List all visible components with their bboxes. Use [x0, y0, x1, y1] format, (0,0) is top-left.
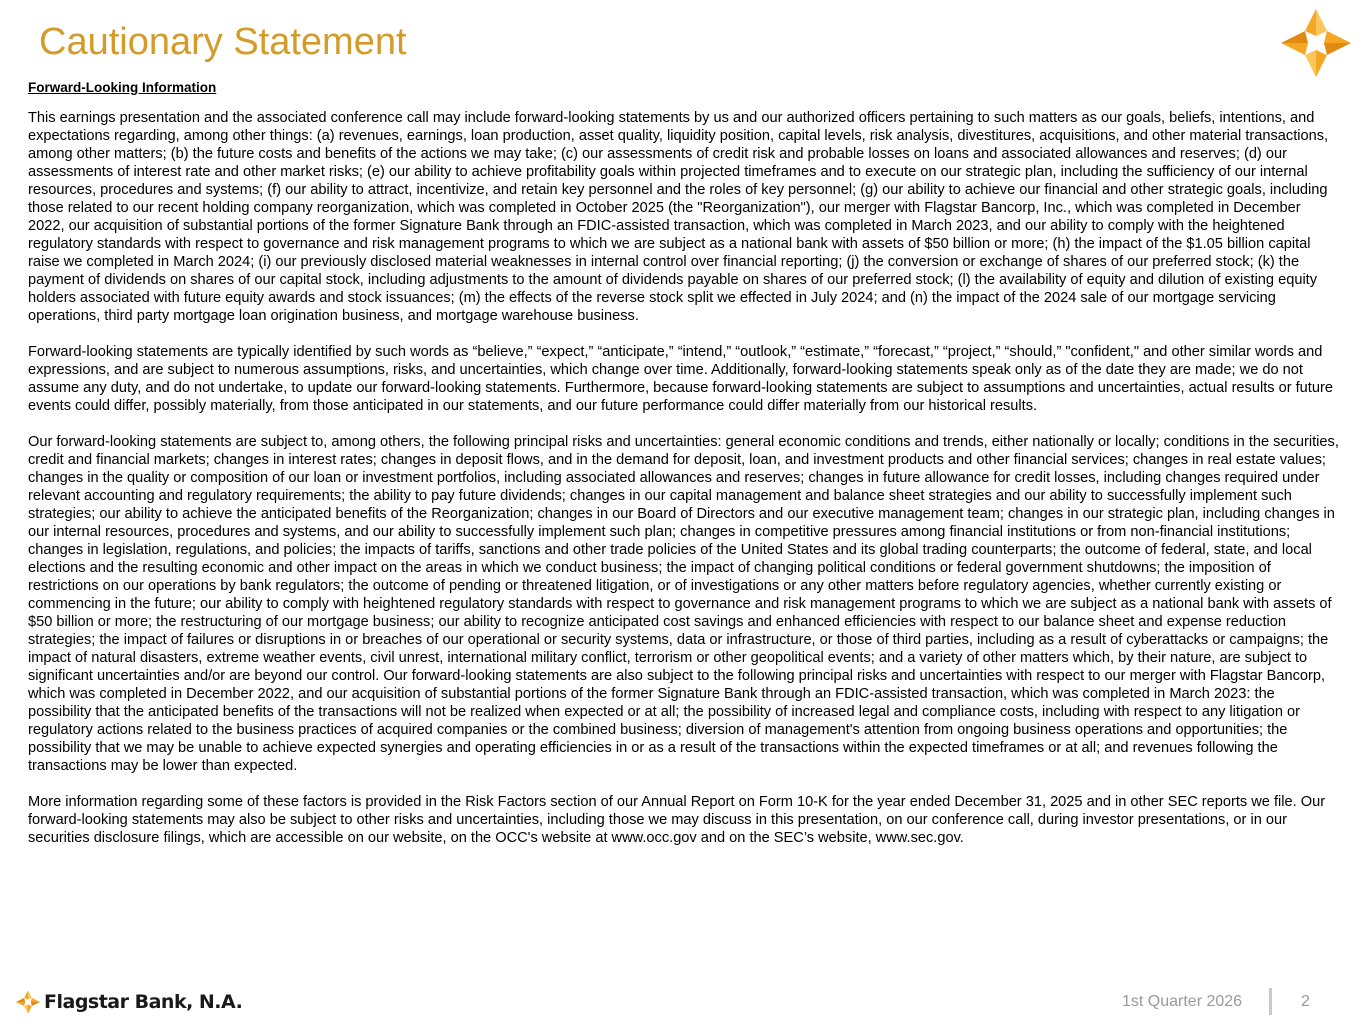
footer-divider — [1269, 988, 1272, 1015]
flagstar-star-icon — [1281, 9, 1351, 77]
flagstar-star-small-icon — [16, 990, 40, 1014]
footer-brand-name: Flagstar Bank, N.A. — [44, 991, 243, 1013]
cautionary-statement-body — [28, 79, 1340, 865]
paragraph: Forward-looking statements are typically identified by such words as “believe,” “expect,” “anticipate,” “intend,” “outlook,” “estimate,” “forecast,” “project,” “should,” "confident," and other similar words and expressions, and are subject to numerous assumptions, risks, and uncertainties, which change over time. Additionally, forward-looking statements speak only as of the date they are made; we do not assume any duty, and do not undertake, to update our forward-looking statements. Furthermore, because forward-looking statements are subject to assumptions and uncertainties, actual results or future events could differ, possibly materially, from those anticipated in our statements, and our future performance could differ materially from our historical results. — [28, 344, 1333, 414]
page-title: Cautionary Statement — [39, 21, 407, 63]
paragraph: More information regarding some of these factors is provided in the Risk Factors section of our Annual Report on Form 10-K for the year ended December 31, 2025 and in other SEC reports we file. Our forward-looking statements may also be subject to other risks and uncertainties, including those we may discuss in this presentation, on our conference call, during investor presentations, or in our securities disclosure filings, which are accessible on our website, on the OCC's website at www.occ.gov and on the SEC’s website, www.sec.gov. — [28, 794, 1326, 846]
paragraph: Our forward-looking statements are subject to, among others, the following principal risks and uncertainties: general economic conditions and trends, either nationally or locally; conditions in the securities, credit and financial markets; changes in interest rates; changes in deposit flows, and in the demand for deposit, loan, and investment products and other financial services; changes in real estate values; changes in the quality or composition of our loan or investment portfolios, including associated allowances and reserves; changes in future allowance for credit losses, including changes required under relevant accounting and regulatory requirements; the ability to pay future dividends; changes in our capital management and balance sheet strategies and our ability to successfully implement such strategies; our ability to achieve the anticipated benefits of the Reorganization; changes in our Board of Directors and our executive management team; changes in our strategic plan, including changes in our internal resources, procedures and systems, and our ability to successfully implement such plan; changes in competitive pressures among financial institutions or from non-financial institutions; changes in legislation, regulations, and policies; the impacts of tariffs, sanctions and other trade policies of the United States and its global trading counterparts; the outcome of federal, state, and local elections and the resulting economic and other impact on the areas in which we conduct business; the impact of changing political conditions or federal government shutdowns; the imposition of restrictions on our operations by bank regulators; the outcome of pending or threatened litigation, or of investigations or any other matters before regulatory agencies, whether currently existing or commencing in the future; our ability to comply with heightened regulatory standards with respect to governance and risk management programs to which we are subject as a national bank with assets of $50 billion or more; the restructuring of our mortgage business; our ability to recognize anticipated cost savings and enhanced efficiencies with respect to our balance sheet and expense reduction strategies; the impact of failures or disruptions in or breaches of our operational or security systems, data or infrastructure, or those of third parties, including as a result of cyberattacks or campaigns; the impact of natural disasters, extreme weather events, civil unrest, international military conflict, terrorism or other geopolitical events; and a variety of other matters which, by their nature, are subject to significant uncertainties and/or are beyond our control. Our forward-looking statements are also subject to the following principal risks and uncertainties with respect to our merger with Flagstar Bancorp, which was completed in December 2022, and our acquisition of substantial portions of the former Signature Bank through an FDIC-assisted transaction, which was completed in March 2023: the possibility that the anticipated benefits of the transactions will not be realized when expected or at all; the possibility of increased legal and compliance costs, including with respect to any litigation or regulatory actions related to the business practices of acquired companies or the combined business; diversion of management's attention from ongoing business operations and opportunities; the possibility that we may be unable to achieve expected synergies and operating efficiencies in or as a result of the transactions within the expected timeframes or at all; and revenues following the transactions may be lower than expected. — [28, 434, 1339, 774]
page-number: 2 — [1301, 993, 1310, 1010]
section-heading: Forward-Looking Information — [28, 80, 217, 95]
footer-period: 1st Quarter 2026 — [1122, 993, 1243, 1010]
footer-brand-logo — [16, 990, 242, 1014]
paragraph: This earnings presentation and the associated conference call may include forward-looking statements by us and our authorized officers pertaining to such matters as our goals, beliefs, intentions, and expectations regarding, among other things: (a) revenues, earnings, loan production, asset quality, liquidity position, capital levels, risk analysis, divestitures, acquisitions, and other material transactions, among other matters; (b) the future costs and benefits of the actions we may take; (c) our assessments of credit risk and probable losses on loans and associated allowances and reserves; (d) our assessments of interest rate and other market risks; (e) our ability to achieve profitability goals within projected timeframes and to execute on our strategic plan, including the sufficiency of our internal resources, procedures and systems; (f) our ability to attract, incentivize, and retain key personnel and the roles of key personnel; (g) our ability to achieve our financial and other strategic goals, including those related to our recent holding company reorganization, which was completed in October 2025 (the "Reorganization"), our merger with Flagstar Bancorp, Inc., which was completed in December 2022, our acquisition of substantial portions of the former Signature Bank through an FDIC-assisted transaction, which was completed in March 2023, and our ability to comply with the heightened regulatory standards with respect to governance and risk management programs to which we are subject as a national bank with assets of $50 billion or more; (h) the impact of the $1.05 billion capital raise we completed in March 2024; (i) our previously disclosed material weaknesses in internal control over financial reporting; (j) the conversion or exchange of shares of our preferred stock; (k) the payment of dividends on shares of our capital stock, including adjustments to the amount of dividends payable on shares of our preferred stock; (l) the availability of equity and dilution of existing equity holders associated with future equity awards and stock issuances; (m) the effects of the reverse stock split we effected in July 2024; and (n) the impact of the 2024 sale of our mortgage servicing operations, third party mortgage loan origination business, and mortgage warehouse business. — [28, 110, 1329, 324]
